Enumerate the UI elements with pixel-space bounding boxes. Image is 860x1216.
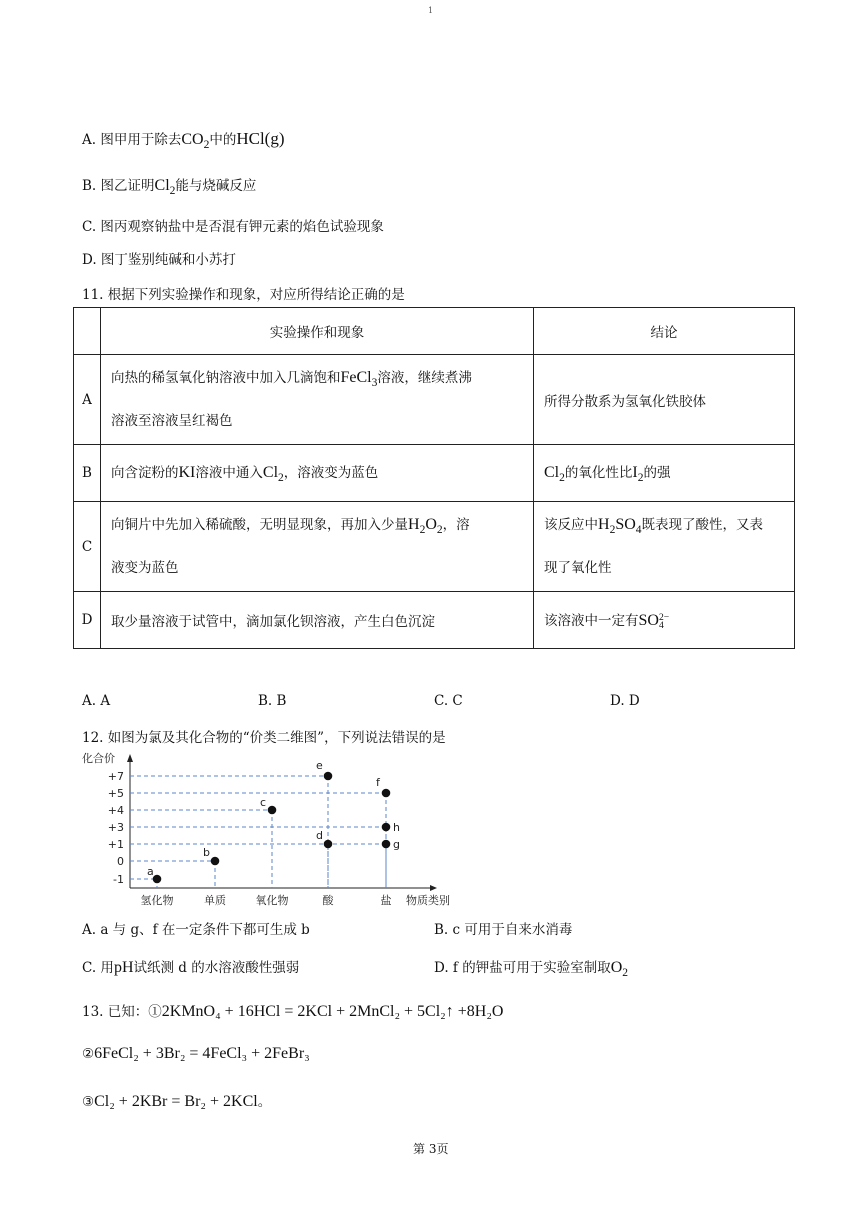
row-label: D (74, 592, 101, 649)
row-conclusion: 该反应中$H_2SO_4$既表现了酸性，又表 现了氧化性 (534, 502, 795, 592)
y-axis-label: 化合价 (82, 752, 115, 765)
table-cell-empty (74, 308, 101, 355)
data-point-g (382, 840, 391, 849)
row-conclusion: 该溶液中一定有SO 2− 4 (534, 592, 795, 649)
y-tick-label: +7 (107, 770, 124, 783)
data-point-label: c (260, 796, 267, 809)
q11-table (73, 307, 795, 649)
table-header-row (74, 308, 795, 355)
y-tick-label: +3 (107, 821, 124, 834)
table-row-a (74, 355, 795, 445)
y-tick-label: +5 (107, 787, 124, 800)
q13-equation-3: ③Cl₂ + 2KBr = Br₂ + 2KCl。 (82, 1093, 272, 1110)
q10-option-c: C. 图丙观察钠盐中是否混有钾元素的焰色试验现象 (82, 219, 384, 235)
y-tick-label: -1 (113, 873, 124, 886)
x-category-label: 氧化物 (255, 894, 289, 907)
y-tick-label: +1 (107, 838, 124, 851)
data-point-label: e (316, 759, 323, 772)
row-label: A (74, 355, 101, 445)
table-header-conclusion: 结论 (534, 308, 795, 355)
data-point-f (382, 789, 391, 798)
row-label: C (74, 502, 101, 592)
data-point-label: a (147, 865, 154, 878)
q10-option-d: D. 图丁鉴别纯碱和小苏打 (82, 252, 236, 268)
x-axis-label: 物质类别 (406, 894, 450, 907)
y-tick-label: +4 (107, 804, 124, 817)
q11-choice-d: D. D (610, 693, 640, 709)
x-category-label: 酸 (322, 894, 334, 907)
x-category-label: 单质 (204, 894, 226, 907)
data-point-d (324, 840, 333, 849)
q12-stem: 12. 如图为氯及其化合物的“价类二维图”，下列说法错误的是 (82, 730, 446, 746)
x-category-label: 盐 (380, 894, 392, 907)
x-axis-arrow (430, 885, 437, 891)
q11-stem: 11. 根据下列实验操作和现象，对应所得结论正确的是 (82, 287, 405, 303)
page-marker: 1 (428, 6, 434, 15)
table-row-c (74, 502, 795, 592)
table-row-d (74, 592, 795, 649)
y-tick-label: 0 (117, 855, 124, 868)
q11-choice-a: A. A (82, 693, 111, 709)
q12-option-c: C. 用pH试纸测 d 的水溶液酸性强弱 (82, 959, 300, 976)
q12-option-a: A. a 与 g、f 在一定条件下都可生成 b (82, 922, 310, 938)
data-point-label: g (393, 838, 400, 851)
x-category-label: 氢化物 (140, 894, 174, 907)
row-operation: 取少量溶液于试管中，滴加氯化钡溶液，产生白色沉淀 (101, 592, 534, 649)
page-number: 第 3页 (413, 1142, 449, 1156)
table-header-operation: 实验操作和现象 (101, 308, 534, 355)
q11-choice-c: C. C (434, 693, 463, 709)
row-conclusion: 所得分散系为氢氧化铁胶体 (534, 355, 795, 445)
q11-choice-b: B. B (258, 693, 287, 709)
row-operation: 向热的稀氢氧化钠溶液中加入几滴饱和FeCl$_3$溶液，继续煮沸 溶液至溶液呈红褐色 (101, 355, 534, 445)
data-point-label: b (203, 846, 210, 859)
data-point-e (324, 772, 333, 781)
q12-option-d: D. f 的钾盐可用于实验室制取$O_2$ (434, 959, 629, 980)
y-axis-arrow (127, 754, 133, 762)
row-operation: 向含淀粉的KI溶液中通入$Cl_2$，溶液变为蓝色 (101, 445, 534, 502)
q13-equation-1: 13. 已知：①2KMnO₄ + 16HCl = 2KCl + 2MnCl₂ + 5Cl₂↑ +8H₂O (82, 1003, 504, 1020)
q12-option-b: B. c 可用于自来水消毒 (434, 922, 573, 938)
q10-option-b: B. 图乙证明$Cl_2$能与烧碱反应 (82, 177, 257, 198)
row-conclusion: $Cl_2$的氧化性比$I_2$的强 (534, 445, 795, 502)
q13-equation-2: ②6FeCl₂ + 3Br₂ = 4FeCl₃ + 2FeBr₃ (82, 1045, 310, 1062)
data-point-label: f (376, 776, 380, 789)
row-operation: 向铜片中先加入稀硫酸，无明显现象，再加入少量$H_2O_2$，溶 液变为蓝色 (101, 502, 534, 592)
table-row-b (74, 445, 795, 502)
data-point-a (153, 875, 162, 884)
q10-option-a: A. 图甲用于除去$CO_2$中的HCl(g) (82, 129, 285, 152)
data-point-label: d (316, 829, 323, 842)
data-point-h (382, 823, 391, 832)
data-point-b (211, 857, 220, 866)
data-point-label: h (393, 821, 400, 834)
row-label: B (74, 445, 101, 502)
data-point-c (268, 806, 277, 815)
valence-class-chart (80, 748, 450, 910)
